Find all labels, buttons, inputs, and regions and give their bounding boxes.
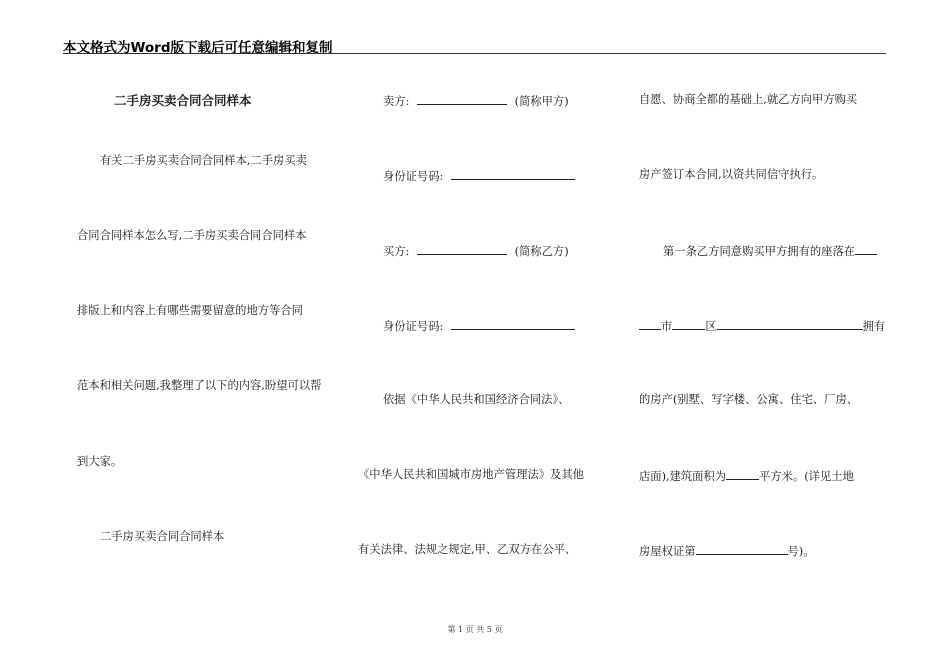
contract-line-1: 自愿、协商全都的基础上,就乙方向甲方购买	[639, 93, 858, 106]
owns-label: 拥有	[862, 320, 886, 333]
area-text-b: 平方米。(详见土地	[759, 470, 854, 483]
seller-label: 卖方:	[383, 95, 410, 108]
district-label: 区	[705, 320, 717, 333]
legal-basis-line-1: 依据《中华人民共和国经济合同法》、	[383, 393, 570, 406]
certificate-text-b: 号)。	[787, 545, 815, 558]
seller-line	[383, 93, 569, 109]
page-number: 第 1 页 共 5 页	[447, 625, 503, 634]
certificate-text-a: 房屋权证第	[639, 545, 696, 558]
seller-note: (简称甲方)	[514, 95, 569, 108]
area-line	[639, 468, 854, 484]
area-blank	[726, 468, 759, 480]
location-blank	[855, 243, 877, 255]
intro-line-4: 范本和相关问题,我整理了以下的内容,盼望可以帮	[77, 379, 322, 392]
legal-basis-line-3: 有关法律、法规之规定,甲、乙双方在公平、	[358, 543, 577, 556]
buyer-note: (简称乙方)	[514, 245, 569, 258]
document-header: 本文格式为Word版下载后可任意编辑和复制	[63, 40, 333, 56]
city-blank	[639, 318, 661, 330]
district-blank	[672, 318, 705, 330]
area-text-a: 店面),建筑面积为	[639, 470, 727, 483]
buyer-id-label: 身份证号码:	[383, 320, 444, 333]
document-title: 二手房买卖合同合同样本	[114, 93, 252, 108]
intro-line-3: 排版上和内容上有哪些需要留意的地方等合同	[77, 304, 303, 317]
seller-name-blank	[417, 93, 507, 105]
intro-line-2: 合同合同样本怎么写,二手房买卖合同合同样本	[77, 229, 307, 242]
section-subtitle: 二手房买卖合同合同样本	[100, 530, 225, 543]
seller-id-line	[383, 168, 575, 184]
certificate-blank	[696, 543, 788, 555]
buyer-label: 买方:	[383, 245, 410, 258]
article-one-text: 第一条乙方同意购买甲方拥有的座落在	[663, 245, 856, 258]
article-one-line	[663, 243, 877, 259]
city-label: 市	[661, 320, 673, 333]
buyer-line	[383, 243, 569, 259]
intro-line-5: 到大家。	[77, 455, 123, 468]
legal-basis-line-2: 《中华人民共和国城市房地产管理法》及其他	[358, 468, 584, 481]
certificate-line	[639, 543, 815, 559]
address-blank	[717, 318, 863, 330]
contract-line-2: 房产签订本合同,以资共同信守执行。	[639, 168, 824, 181]
header-divider	[63, 53, 886, 54]
intro-line-1: 有关二手房买卖合同合同样本,二手房买卖	[100, 154, 307, 167]
buyer-id-blank	[451, 318, 575, 330]
buyer-name-blank	[417, 243, 507, 255]
buyer-id-line	[383, 318, 575, 334]
address-line	[639, 318, 885, 334]
seller-id-label: 身份证号码:	[383, 170, 444, 183]
property-type-line: 的房产(别墅、写字楼、公寓、住宅、厂房、	[639, 393, 859, 406]
seller-id-blank	[451, 168, 575, 180]
